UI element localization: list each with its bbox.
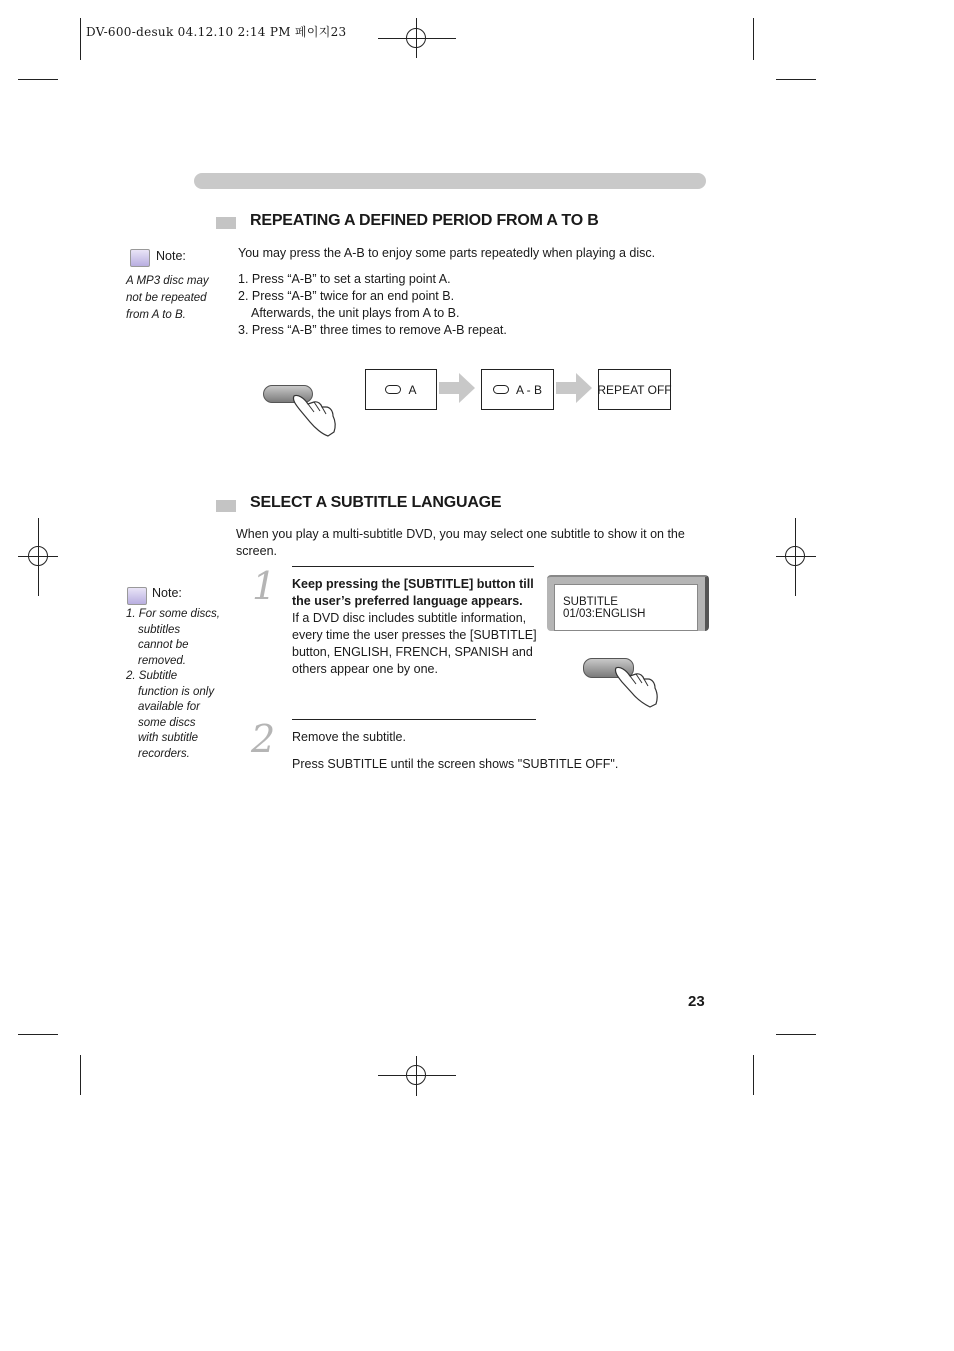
osd-repeat-off [598,369,671,410]
crop-mark [80,1055,81,1095]
crop-mark [753,18,754,60]
note-line: subtitles [138,623,181,636]
note-line: function is only [138,685,215,698]
intro-line: screen. [236,544,277,558]
crop-mark [18,1034,58,1035]
step-rule [292,719,536,720]
repeat-icon [385,385,401,394]
section-intro: You may press the A-B to enjoy some parts repeatedly when playing a disc. [238,246,656,260]
note-line: 1. For some discs, [126,608,220,620]
note-line: some discs [138,716,196,729]
note-line: from A to B. [126,309,186,321]
note-line: not be repeated [126,292,207,304]
step-line: If a DVD disc includes subtitle information, [292,611,527,625]
step-rule [292,566,534,567]
registration-circle [28,546,48,566]
osd-subtitle-text: SUBTITLE 01/03:ENGLISH [563,595,646,620]
step-item: 3. Press “A-B” three times to remove A-B repeat. [238,323,507,337]
step-item: 1. Press “A-B” to set a starting point A. [238,272,451,286]
crop-mark [753,1055,754,1095]
section-title-ab-repeat: REPEATING A DEFINED PERIOD FROM A TO B [250,212,599,229]
step-bold-line: the user’s preferred language appears. [292,594,523,608]
note-text [126,607,220,762]
note-line: removed. [138,654,186,667]
step-item: Afterwards, the unit plays from A to B. [251,306,460,320]
step-bold-line: Keep pressing the [SUBTITLE] button till [292,577,534,591]
section-marker [216,217,236,229]
step-2-line2: Press SUBTITLE until the screen shows "SUBTITLE OFF". [292,757,619,771]
registration-circle [406,28,426,48]
section-intro [236,526,685,560]
registration-circle [406,1065,426,1085]
intro-line: When you play a multi-subtitle DVD, you may select one subtitle to show it on the [236,527,685,541]
note-icon [130,249,150,267]
registration-circle [785,546,805,566]
note-line: with subtitle [138,732,199,744]
crop-mark [776,1034,816,1035]
step-item: 2. Press “A-B” twice for an end point B. [238,289,455,303]
osd-label: REPEAT OFF [597,382,672,397]
step-line: button, ENGLISH, FRENCH, SPANISH and [292,645,533,659]
step-1-text [292,576,537,678]
tv-screen [547,575,709,631]
crop-mark [776,79,816,80]
osd-label: A [408,382,417,397]
hand-icon [612,664,662,708]
note-text [126,273,209,324]
osd-label: A - B [515,382,542,397]
step-number: 2 [251,717,276,761]
step-list [238,271,507,339]
step-number: 1 [252,564,277,608]
crop-mark [80,18,81,60]
note-label: Note: [156,249,186,263]
note-icon [127,587,147,605]
osd-a-b [481,369,554,410]
note-line: A MP3 disc may [126,275,209,287]
crop-mark [18,79,58,80]
section-marker [216,500,236,512]
note-line: available for [138,701,201,713]
step-line: others appear one by one. [292,662,438,676]
header-bar [194,173,706,189]
arrow-right-icon [556,373,592,403]
hand-icon [290,392,340,438]
note-line: cannot be [138,639,189,651]
repeat-icon [493,385,509,394]
step-2-line1: Remove the subtitle. [292,730,406,744]
section-title-subtitle: SELECT A SUBTITLE LANGUAGE [250,494,502,511]
osd-a [365,369,437,410]
print-slug: DV-600-desuk 04.12.10 2:14 PM 페이지23 [86,25,347,39]
page-number: 23 [688,993,705,1010]
step-line: every time the user presses the [SUBTITLE] [292,628,537,642]
tv-screen-display [554,584,698,631]
note-line: 2. Subtitle [126,670,178,682]
note-label: Note: [152,586,182,600]
arrow-right-icon [439,373,475,403]
note-line: recorders. [138,747,190,760]
